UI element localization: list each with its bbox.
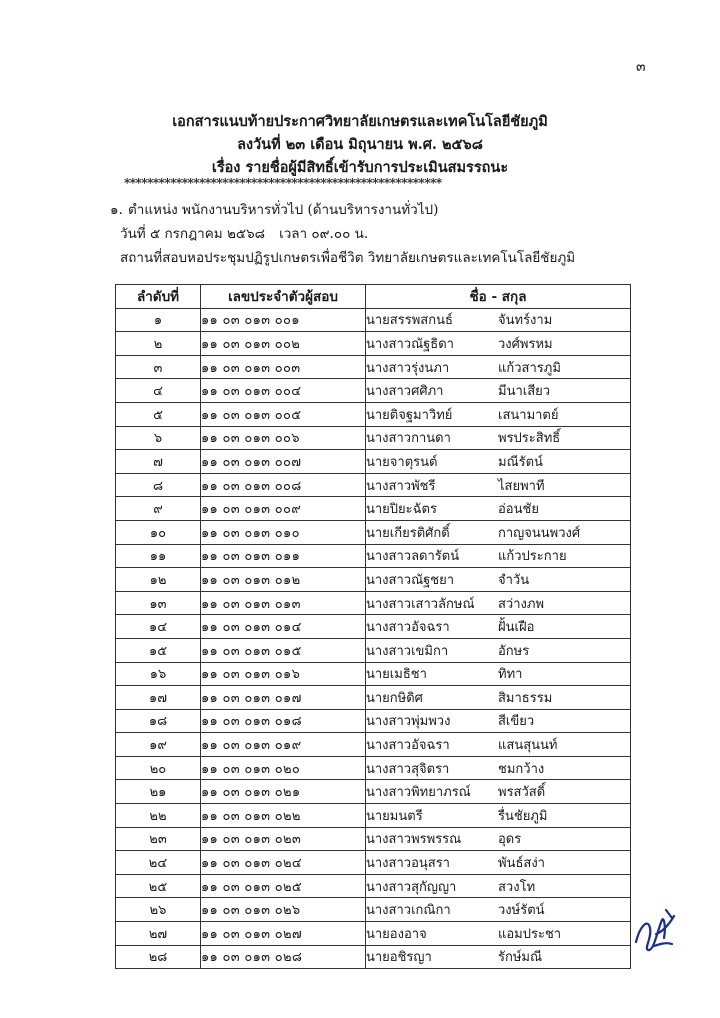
last-name: สีเขียว [498,714,535,730]
exam-date: วันที่ ๕ กรกฎาคม ๒๕๖๘ [120,226,266,242]
last-name: มีนาเสียว [498,384,551,400]
row-number: ๒๓ [116,827,201,851]
row-number: ๑ [116,308,201,332]
row-number: ๑๑ [116,544,201,568]
candidate-name [366,756,631,780]
table-row [116,426,631,450]
last-name: อ่อนชัย [498,502,539,518]
table-row [116,804,631,828]
row-number: ๒๗ [116,922,201,946]
row-number: ๒๕ [116,874,201,898]
first-name: นางสาวลดารัตน์ [366,549,460,565]
row-number: ๘ [116,473,201,497]
first-name: นายติจฐมาวิทย์ [366,407,453,423]
row-number: ๕ [116,402,201,426]
position-title: ตำแหน่ง พนักงานบริหารทั่วไป (ด้านบริหารงานทั่วไป) [128,202,439,218]
exam-id: ๑๑ ๐๓ ๐๑๓ ๐๑๗ [201,686,366,710]
exam-id: ๑๑ ๐๓ ๐๑๓ ๐๒๔ [201,851,366,875]
exam-id: ๑๑ ๐๓ ๐๑๓ ๐๐๓ [201,355,366,379]
row-number: ๑๒ [116,568,201,592]
document-date: ลงวันที่ ๒๓ เดือน มิถุนายน พ.ศ. ๒๕๖๘ [237,136,483,153]
last-name: แก้วประกาย [498,549,567,565]
table-row [116,686,631,710]
exam-id: ๑๑ ๐๓ ๐๑๓ ๐๐๑ [201,308,366,332]
last-name: สว่างภพ [498,596,545,612]
row-number: ๑๖ [116,662,201,686]
row-number: ๓ [116,355,201,379]
item-number: ๑. [110,202,123,218]
last-name: ทิทา [498,667,523,683]
candidate-name [366,308,631,332]
last-name: เสนามาตย์ [498,407,559,423]
row-number: ๔ [116,379,201,403]
first-name: นายสรรพสกนธ์ [366,313,453,329]
last-name: กาญจนนพวงศ์ [498,525,581,541]
first-name: นางสาวพัชรี [366,478,436,494]
candidate-name [366,874,631,898]
candidate-name [366,473,631,497]
table-row [116,544,631,568]
last-name: แสนสุนนท์ [498,738,558,754]
last-name: พรประสิทธิ์ [498,431,561,447]
last-name: พรสวัสดิ์ [498,785,546,801]
exam-id: ๑๑ ๐๓ ๐๑๓ ๐๐๗ [201,450,366,474]
exam-id: ๑๑ ๐๓ ๐๑๓ ๐๑๙ [201,733,366,757]
table-row [116,473,631,497]
exam-id: ๑๑ ๐๓ ๐๑๓ ๐๒๒ [201,804,366,828]
row-number: ๒ [116,332,201,356]
exam-id: ๑๑ ๐๓ ๐๑๓ ๐๒๐ [201,756,366,780]
row-number: ๖ [116,426,201,450]
last-name: ชมกว้าง [498,761,545,777]
table-row [116,922,631,946]
exam-id: ๑๑ ๐๓ ๐๑๓ ๐๑๒ [201,568,366,592]
row-number: ๑๓ [116,591,201,615]
candidate-name [366,520,631,544]
first-name: นางสาวเขมิกา [366,643,449,659]
table-row [116,497,631,521]
table-row [116,591,631,615]
table-row [116,874,631,898]
exam-id: ๑๑ ๐๓ ๐๑๓ ๐๑๑ [201,544,366,568]
first-name: นางสาวณัฐธิดา [366,336,454,352]
table-row [116,733,631,757]
last-name: วงศ์พรหม [498,336,553,352]
exam-id: ๑๑ ๐๓ ๐๑๓ ๐๑๔ [201,615,366,639]
row-number: ๑๙ [116,733,201,757]
last-name: พันธ์สง่า [498,856,545,872]
first-name: นายองอาจ [366,926,427,942]
row-number: ๑๕ [116,638,201,662]
exam-id: ๑๑ ๐๓ ๐๑๓ ๐๒๓ [201,827,366,851]
document-title: เอกสารแนบท้ายประกาศวิทยาลัยเกษตรและเทคโนโลยีชัยภูมิ [172,113,548,130]
candidate-name [366,709,631,733]
first-name: นายมนตรี [366,808,423,824]
table-row [116,355,631,379]
exam-id: ๑๑ ๐๓ ๐๑๓ ๐๑๐ [201,520,366,544]
last-name: สวงโท [498,879,536,895]
candidate-name [366,426,631,450]
candidate-name [366,733,631,757]
candidate-name [366,827,631,851]
first-name: นางสาวกานดา [366,431,451,447]
first-name: นางสาวอัจฉรา [366,620,450,636]
row-number: ๒๑ [116,780,201,804]
header-no: ลำดับที่ [116,285,201,309]
first-name: นางสาวพุ่มพวง [366,714,451,730]
candidate-name [366,780,631,804]
first-name: นางสาวเสาวลักษณ์ [366,596,475,612]
first-name: นายอชิรญา [366,950,432,966]
exam-id: ๑๑ ๐๓ ๐๑๓ ๐๒๕ [201,874,366,898]
table-row [116,379,631,403]
first-name: นายเมธิชา [366,667,427,683]
table-row [116,662,631,686]
last-name: รื่นชัยภูมิ [498,808,548,824]
exam-id: ๑๑ ๐๓ ๐๑๓ ๐๑๖ [201,662,366,686]
candidate-name [366,922,631,946]
row-number: ๒๐ [116,756,201,780]
table-header-row [116,285,631,309]
candidate-name [366,804,631,828]
table-row [116,520,631,544]
table-row [116,308,631,332]
row-number: ๒๒ [116,804,201,828]
candidate-name [366,568,631,592]
exam-id: ๑๑ ๐๓ ๐๑๓ ๐๑๕ [201,638,366,662]
page-number: ๓ [636,59,646,75]
exam-id: ๑๑ ๐๓ ๐๑๓ ๐๒๘ [201,945,366,969]
first-name: นางสาวรุ่งนภา [366,360,450,376]
exam-time: เวลา ๐๙.๐๐ น. [279,226,369,242]
row-number: ๒๔ [116,851,201,875]
exam-id: ๑๑ ๐๓ ๐๑๓ ๐๐๔ [201,379,366,403]
last-name: วงษ์รัตน์ [498,903,545,919]
row-number: ๙ [116,497,201,521]
last-name: สิมาธรรม [498,690,553,706]
candidate-name [366,497,631,521]
table-row [116,638,631,662]
table-row [116,402,631,426]
first-name: นายปิยะฉัตร [366,502,437,518]
document-subject: เรื่อง รายชื่อผู้มีสิทธิ์เข้ารับการประเมินสมรรถนะ [211,159,509,176]
signature [626,898,682,960]
candidate-name [366,851,631,875]
row-number: ๒๘ [116,945,201,969]
table-row [116,780,631,804]
candidate-name [366,379,631,403]
last-name: อักษร [498,643,530,659]
first-name: นายกษิดิศ [366,690,423,706]
first-name: นายเกียรติศักดิ์ [366,525,450,541]
row-number: ๑๘ [116,709,201,733]
table-row [116,827,631,851]
last-name: รักษ์มณี [498,950,543,966]
first-name: นางสาวพิทยาภรณ์ [366,785,471,801]
last-name: ฝั้นเฝือ [498,620,535,636]
header-name: ชื่อ - สกุล [366,285,631,309]
table-row [116,709,631,733]
table-row [116,450,631,474]
document-header [0,110,720,179]
position-info [110,198,575,270]
table-row [116,615,631,639]
row-number: ๑๗ [116,686,201,710]
separator-line: ******************************************************* [124,176,442,190]
candidate-name [366,945,631,969]
exam-id: ๑๑ ๐๓ ๐๑๓ ๐๐๖ [201,426,366,450]
candidate-name [366,332,631,356]
last-name: แอมประชา [498,926,562,942]
first-name: นางสาวสุจิตรา [366,761,450,777]
exam-id: ๑๑ ๐๓ ๐๑๓ ๐๑๘ [201,709,366,733]
table-row [116,568,631,592]
candidate-name [366,662,631,686]
first-name: นางสาวเกณิกา [366,903,451,919]
exam-venue: สถานที่สอบหอประชุมปฏิรูปเกษตรเพื่อชีวิต วิทยาลัยเกษตรและเทคโนโลยีชัยภูมิ [120,250,576,266]
first-name: นางสาวพรพรรณ [366,832,462,848]
first-name: นายจาตุรนต์ [366,454,438,470]
exam-id: ๑๑ ๐๓ ๐๑๓ ๐๑๓ [201,591,366,615]
table-row [116,756,631,780]
row-number: ๗ [116,450,201,474]
first-name: นางสาวณัฐชยา [366,572,455,588]
first-name: นางสาวอัจฉรา [366,738,450,754]
last-name: อุดร [498,832,522,848]
table-row [116,945,631,969]
exam-id: ๑๑ ๐๓ ๐๑๓ ๐๐๘ [201,473,366,497]
header-exam-id: เลขประจำตัวผู้สอบ [201,285,366,309]
exam-id: ๑๑ ๐๓ ๐๑๓ ๐๒๗ [201,922,366,946]
table-row [116,898,631,922]
last-name: จำวัน [498,572,530,588]
candidate-name [366,686,631,710]
candidate-table [115,284,631,969]
first-name: นางสาวสุกัญญา [366,879,457,895]
candidate-name [366,450,631,474]
candidate-name [366,355,631,379]
first-name: นางสาวอนุสรา [366,856,450,872]
candidate-name [366,638,631,662]
candidate-name [366,402,631,426]
candidate-name [366,591,631,615]
row-number: ๑๐ [116,520,201,544]
candidate-name [366,615,631,639]
candidate-name [366,898,631,922]
exam-id: ๑๑ ๐๓ ๐๑๓ ๐๒๑ [201,780,366,804]
exam-id: ๑๑ ๐๓ ๐๑๓ ๐๒๖ [201,898,366,922]
row-number: ๒๖ [116,898,201,922]
last-name: จันทร์งาม [498,313,553,329]
exam-id: ๑๑ ๐๓ ๐๑๓ ๐๐๕ [201,402,366,426]
exam-id: ๑๑ ๐๓ ๐๑๓ ๐๐๙ [201,497,366,521]
exam-id: ๑๑ ๐๓ ๐๑๓ ๐๐๒ [201,332,366,356]
table-row [116,851,631,875]
last-name: แก้วสารภูมิ [498,360,561,376]
last-name: มณีรัตน์ [498,454,543,470]
row-number: ๑๔ [116,615,201,639]
table-row [116,332,631,356]
last-name: ไสยพาที [498,478,545,494]
candidate-name [366,544,631,568]
first-name: นางสาวศศิภา [366,384,444,400]
